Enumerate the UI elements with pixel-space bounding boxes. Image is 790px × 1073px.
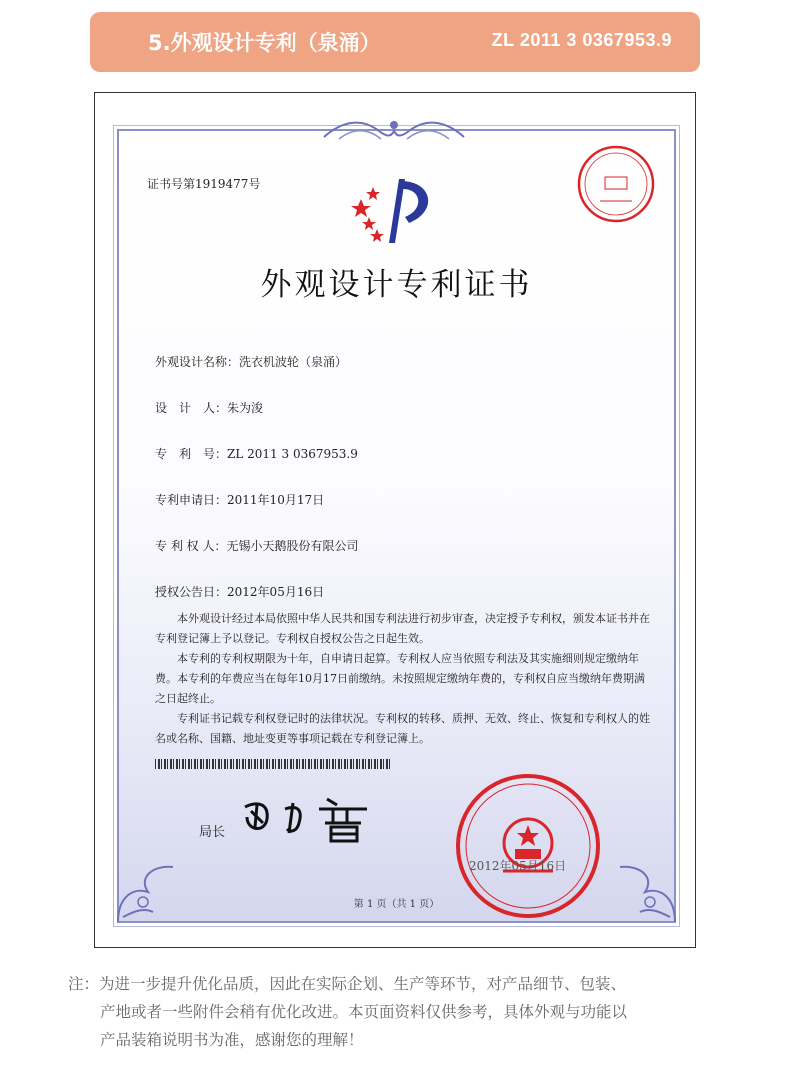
disclaimer-note [68, 970, 748, 1054]
field-patent-number: 专 利 号：ZL 2011 3 0367953.9 [155, 447, 358, 461]
director-label: 局长 [199, 825, 226, 840]
corner-ornament-icon [113, 857, 183, 927]
note-line: 产地或者一些附件会稍有优化改进。本页面资料仅供参考，具体外观与功能以 [100, 1003, 628, 1021]
page-indicator: 第 1 页（共 1 页） [353, 899, 440, 910]
director-signature-icon [237, 793, 387, 843]
certificate-body [155, 609, 655, 749]
header-banner [90, 12, 700, 72]
top-ornament-icon [319, 117, 469, 145]
corner-ornament-icon [610, 857, 680, 927]
certificate-title: 外观设计专利证书 [260, 267, 533, 303]
seal-date: 2012年05月16日 [469, 859, 567, 873]
field-design-name: 外观设计名称：洗衣机波轮（泉涌） [155, 355, 348, 369]
body-paragraph: 本外观设计经过本局依照中华人民共和国专利法进行初步审查，决定授予专利权，颁发本证书并在专利登记簿上予以登记。专利权自授权公告之日起生效。 [155, 612, 650, 645]
certificate-image [94, 92, 696, 948]
field-grant-date: 授权公告日：2012年05月16日 [155, 585, 325, 599]
body-paragraph: 本专利的专利权期限为十年，自申请日起算。专利权人应当依照专利法及其实施细则规定缴纳年费。本专利的年费应当在每年10月17日前缴纳。未按照规定缴纳年费的，专利权自应当缴纳年费期满之日起终止。 [155, 652, 645, 705]
note-line: 产品装箱说明书为准，感谢您的理解！ [100, 1031, 364, 1049]
body-paragraph: 专利证书记载专利权登记时的法律状况。专利权的转移、质押、无效、终止、恢复和专利权人的姓名或名称、国籍、地址变更等事项记载在专利登记簿上。 [155, 712, 650, 745]
banner-title: 5.外观设计专利（泉涌） [148, 31, 381, 55]
barcode-icon [155, 759, 391, 769]
field-designer: 设 计 人：朱为浚 [155, 401, 264, 415]
certificate-number: 证书号第1919477号 [147, 177, 261, 191]
certificate [117, 129, 676, 923]
note-line: 注：为进一步提升优化品质，因此在实际企划、生产等环节，对产品细节、包装、 [68, 975, 627, 993]
banner-patent-number: ZL 2011 3 0367953.9 [491, 30, 672, 50]
field-application-date: 专利申请日：2011年10月17日 [155, 493, 325, 507]
patent-office-logo-icon [347, 171, 443, 251]
field-patentee: 专 利 权 人：无锡小天鹅股份有限公司 [155, 539, 359, 553]
small-red-seal-icon [575, 143, 657, 225]
